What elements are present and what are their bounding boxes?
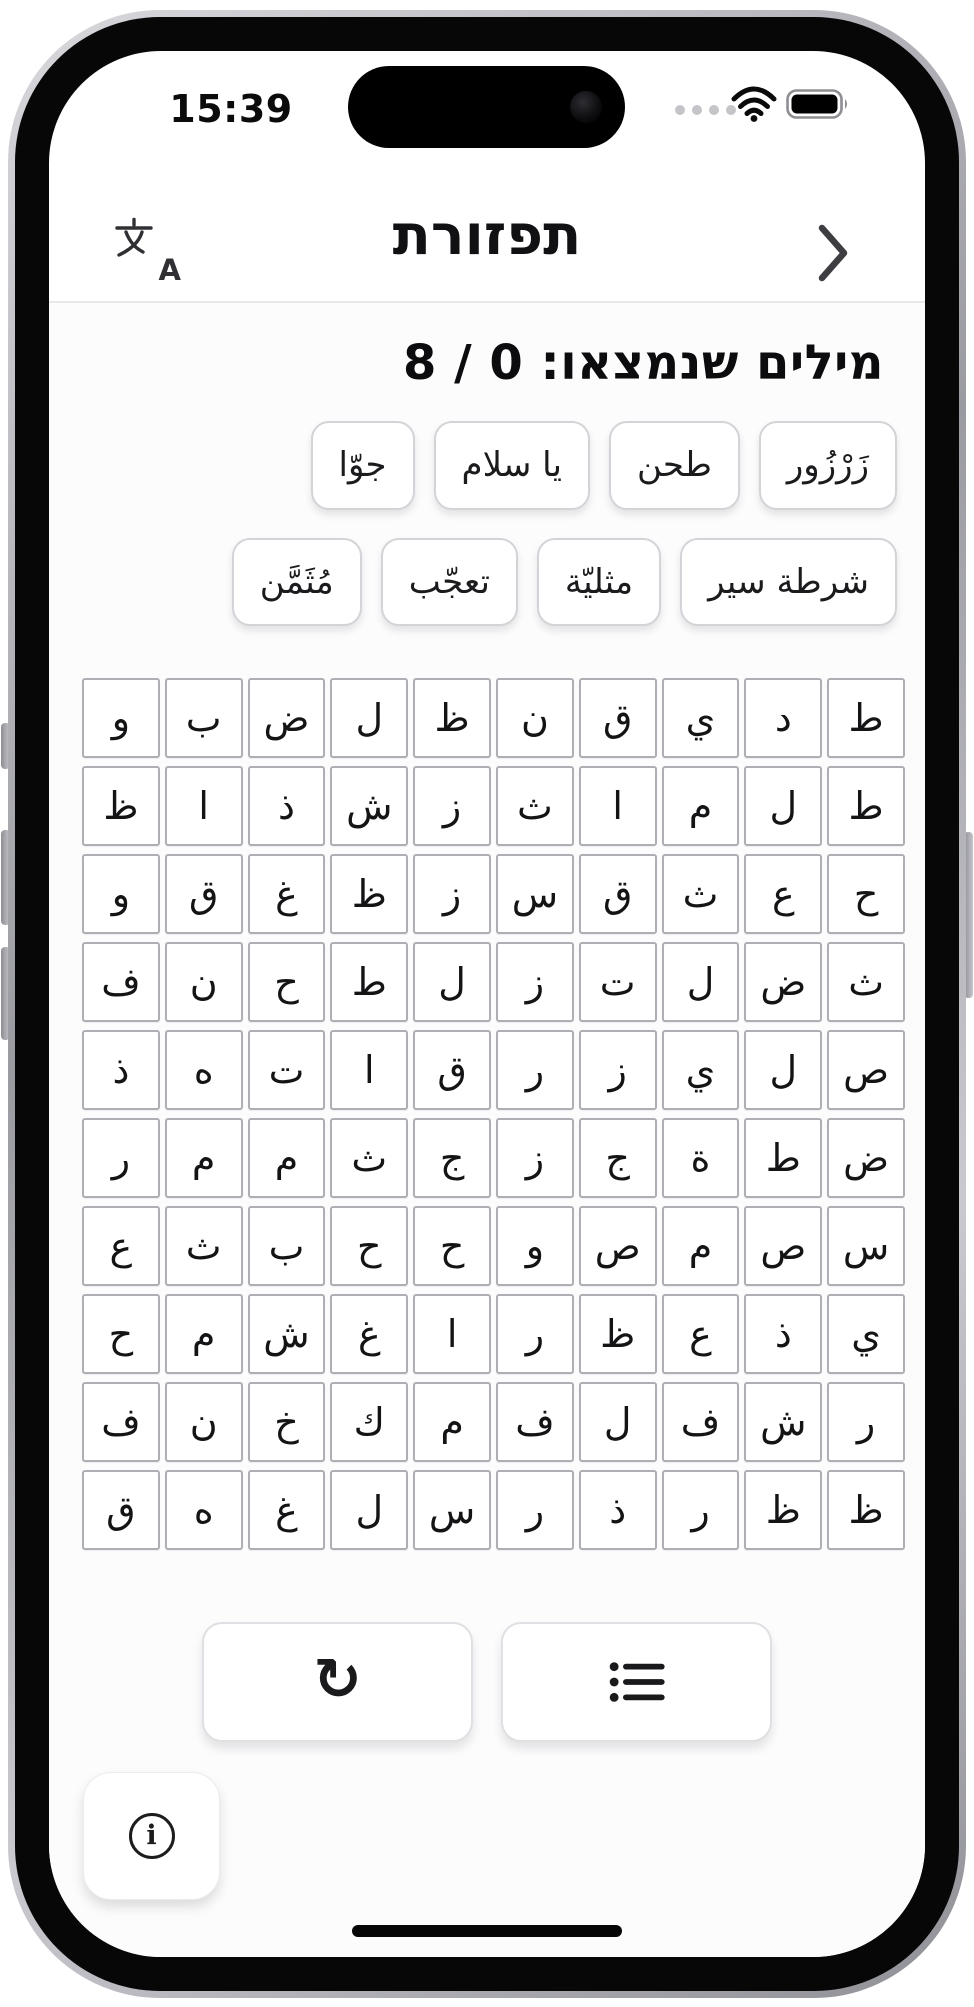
grid-cell[interactable]: م [165, 1294, 243, 1374]
grid-cell[interactable]: ل [579, 1382, 657, 1462]
grid-cell[interactable]: ط [827, 678, 905, 758]
grid-cell[interactable]: ل [413, 942, 491, 1022]
grid-cell[interactable]: ق [413, 1030, 491, 1110]
grid-cell[interactable]: ت [248, 1030, 326, 1110]
cellular-signal-icon [675, 105, 736, 115]
grid-cell[interactable]: ث [496, 766, 574, 846]
grid-cell[interactable]: ن [165, 1382, 243, 1462]
list-icon [608, 1659, 666, 1705]
grid-cell[interactable]: ت [579, 942, 657, 1022]
grid-cell[interactable]: ف [662, 1382, 740, 1462]
grid-cell[interactable]: ع [662, 1294, 740, 1374]
refresh-icon: ↻ [313, 1645, 362, 1713]
grid-cell[interactable]: ج [579, 1118, 657, 1198]
grid-cell[interactable]: ا [165, 766, 243, 846]
restart-button[interactable] [202, 1622, 473, 1742]
word-chip[interactable]: طحن [609, 421, 740, 510]
grid-cell[interactable]: ض [827, 1118, 905, 1198]
grid-cell[interactable]: ة [662, 1118, 740, 1198]
grid-cell[interactable]: و [82, 678, 160, 758]
grid-cell[interactable]: ب [165, 678, 243, 758]
grid-cell[interactable]: ن [165, 942, 243, 1022]
translate-icon-letter: A [158, 253, 181, 287]
grid-cell[interactable]: ل [330, 1470, 408, 1550]
grid-cell[interactable]: غ [330, 1294, 408, 1374]
grid-cell[interactable]: د [744, 678, 822, 758]
grid-cell[interactable]: ح [248, 942, 326, 1022]
grid-cell[interactable]: ق [579, 678, 657, 758]
grid-cell[interactable]: ث [165, 1206, 243, 1286]
word-chip[interactable]: مُثَمَّن [232, 538, 362, 627]
word-list-button[interactable] [501, 1622, 772, 1742]
grid-cell[interactable]: ز [413, 766, 491, 846]
grid-cell[interactable]: ف [82, 1382, 160, 1462]
grid-cell[interactable]: ز [496, 942, 574, 1022]
controls-row [49, 1622, 925, 1742]
grid-cell[interactable]: ر [496, 1294, 574, 1374]
info-icon: i [129, 1813, 175, 1859]
grid-cell[interactable]: ش [330, 766, 408, 846]
phone-frame [8, 10, 966, 1998]
grid-cell[interactable]: ذ [579, 1470, 657, 1550]
grid-cell[interactable]: ع [744, 854, 822, 934]
translate-language-button[interactable] [113, 217, 183, 287]
translate-icon [113, 217, 157, 261]
grid-cell[interactable]: ظ [413, 678, 491, 758]
grid-cell[interactable]: ث [827, 942, 905, 1022]
grid-cell[interactable]: ف [82, 942, 160, 1022]
grid-cell[interactable]: ح [330, 1206, 408, 1286]
forward-chevron-button[interactable] [809, 221, 857, 285]
home-indicator[interactable] [352, 1925, 622, 1937]
grid-cell[interactable]: ق [579, 854, 657, 934]
grid-cell[interactable]: ل [744, 766, 822, 846]
grid-cell[interactable]: و [82, 854, 160, 934]
grid-cell[interactable]: ه [165, 1470, 243, 1550]
front-camera [570, 91, 602, 123]
words-found-counter: מילים שנמצאו: 0 / 8 [403, 335, 884, 391]
screen [49, 51, 925, 1957]
word-bank [77, 421, 897, 626]
grid-cell[interactable]: ر [82, 1118, 160, 1198]
grid-cell[interactable]: ذ [248, 766, 326, 846]
grid-cell[interactable]: غ [248, 854, 326, 934]
content-area [49, 303, 925, 1957]
page-title: תפזורת [392, 203, 582, 268]
grid-cell[interactable]: ق [82, 1470, 160, 1550]
grid-cell[interactable]: ض [744, 942, 822, 1022]
word-chip[interactable]: يا سلام [434, 421, 590, 510]
grid-cell[interactable]: ذ [744, 1294, 822, 1374]
grid-cell[interactable]: غ [248, 1470, 326, 1550]
phone-bezel [15, 17, 959, 1991]
grid-cell[interactable]: م [662, 1206, 740, 1286]
grid-cell[interactable]: ط [827, 766, 905, 846]
grid-cell[interactable]: ل [662, 942, 740, 1022]
grid-cell[interactable]: ش [744, 1382, 822, 1462]
status-time: 15:39 [169, 87, 293, 131]
letter-grid [82, 678, 905, 1550]
grid-cell[interactable]: ب [248, 1206, 326, 1286]
word-chip[interactable]: تعجّب [381, 538, 518, 627]
info-button[interactable] [83, 1772, 220, 1900]
grid-cell[interactable]: ض [248, 678, 326, 758]
wifi-icon [731, 86, 777, 126]
grid-cell[interactable]: ط [744, 1118, 822, 1198]
grid-cell[interactable]: ص [744, 1206, 822, 1286]
grid-cell[interactable]: ظ [579, 1294, 657, 1374]
grid-cell[interactable]: ا [413, 1294, 491, 1374]
grid-cell[interactable]: م [413, 1382, 491, 1462]
word-chip[interactable]: جوّا [311, 421, 415, 510]
grid-cell[interactable]: م [165, 1118, 243, 1198]
grid-cell[interactable]: ل [744, 1030, 822, 1110]
grid-cell[interactable]: ظ [744, 1470, 822, 1550]
battery-icon [786, 89, 850, 123]
grid-cell[interactable]: ح [827, 854, 905, 934]
grid-cell[interactable]: ر [496, 1470, 574, 1550]
grid-cell[interactable]: خ [248, 1382, 326, 1462]
grid-cell[interactable]: ج [413, 1118, 491, 1198]
grid-cell[interactable]: ط [330, 942, 408, 1022]
grid-cell[interactable]: ي [662, 1030, 740, 1110]
grid-cell[interactable]: س [413, 1470, 491, 1550]
grid-cell[interactable]: ه [165, 1030, 243, 1110]
grid-cell[interactable]: ح [82, 1294, 160, 1374]
grid-cell[interactable]: ا [330, 1030, 408, 1110]
grid-cell[interactable]: ث [662, 854, 740, 934]
grid-cell[interactable]: ش [248, 1294, 326, 1374]
grid-cell[interactable]: ن [496, 678, 574, 758]
grid-cell[interactable]: ص [827, 1030, 905, 1110]
grid-cell[interactable]: ك [330, 1382, 408, 1462]
grid-cell[interactable]: ا [579, 766, 657, 846]
word-chip[interactable]: شرطة سير [680, 538, 897, 627]
grid-cell[interactable]: ح [413, 1206, 491, 1286]
grid-cell[interactable]: ل [330, 678, 408, 758]
grid-cell[interactable]: ز [413, 854, 491, 934]
grid-cell[interactable]: ز [496, 1118, 574, 1198]
grid-cell[interactable]: م [662, 766, 740, 846]
grid-cell[interactable]: ر [662, 1470, 740, 1550]
grid-cell[interactable]: س [496, 854, 574, 934]
grid-cell[interactable]: ر [496, 1030, 574, 1110]
grid-cell[interactable]: ص [579, 1206, 657, 1286]
grid-cell[interactable]: ق [165, 854, 243, 934]
grid-cell[interactable]: ث [330, 1118, 408, 1198]
grid-cell[interactable]: ف [496, 1382, 574, 1462]
grid-cell[interactable]: ظ [827, 1470, 905, 1550]
grid-cell[interactable]: ز [579, 1030, 657, 1110]
grid-cell[interactable]: ي [827, 1294, 905, 1374]
chevron-right-icon [813, 222, 853, 284]
grid-cell[interactable]: ذ [82, 1030, 160, 1110]
grid-cell[interactable]: ظ [82, 766, 160, 846]
grid-cell[interactable]: ي [662, 678, 740, 758]
grid-cell[interactable]: م [248, 1118, 326, 1198]
grid-cell[interactable]: و [496, 1206, 574, 1286]
grid-cell[interactable]: ر [827, 1382, 905, 1462]
word-chip[interactable]: زَرْزُور [759, 421, 897, 510]
grid-cell[interactable]: ظ [330, 854, 408, 934]
dynamic-island [348, 66, 625, 148]
word-chip[interactable]: مثليّة [537, 538, 661, 627]
grid-cell[interactable]: ع [82, 1206, 160, 1286]
grid-cell[interactable]: س [827, 1206, 905, 1286]
